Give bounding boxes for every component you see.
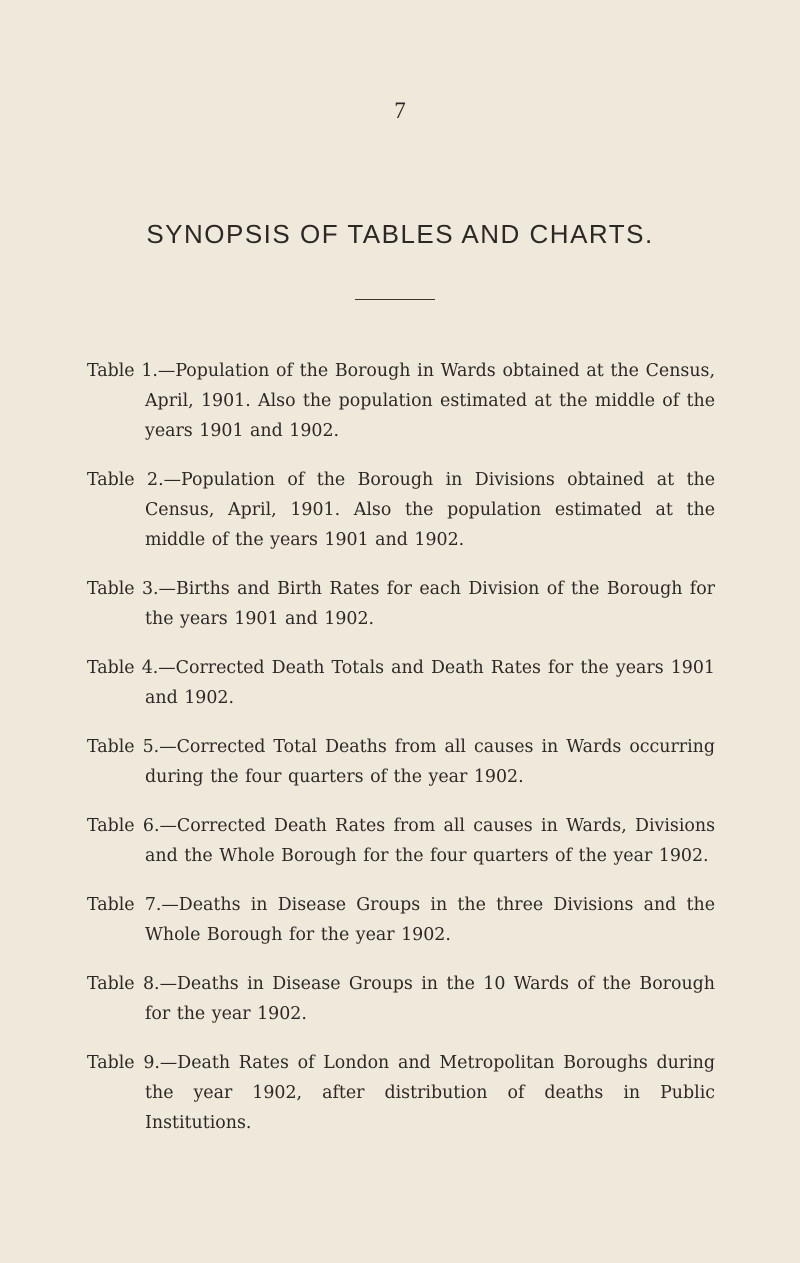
table-entry-7: Table 7.—Deaths in Disease Groups in the three Divisions and the Whole Borough for the year 1902. xyxy=(87,895,715,945)
table-entry-4: Table 4.—Corrected Death Totals and Death Rates for the years 1901 and 1902. xyxy=(87,658,715,708)
table-entry-2: Table 2.—Population of the Borough in Divisions obtained at the Census, April, 1901. Also the population estimated at the middle of the years 1901 and 1902. xyxy=(87,470,715,550)
page-number: 7 xyxy=(394,98,406,123)
table-entry-3: Table 3.—Births and Birth Rates for each Division of the Borough for the years 1901 and 1902. xyxy=(87,579,715,629)
table-entry-6: Table 6.—Corrected Death Rates from all causes in Wards, Divisions and the Whole Borough for the four quarters of the year 1902. xyxy=(87,816,715,866)
title-divider xyxy=(355,299,435,300)
page-title: SYNOPSIS OF TABLES AND CHARTS. xyxy=(146,219,654,249)
table-entry-1: Table 1.—Population of the Borough in Wards obtained at the Census, April, 1901. Also the population estimated at the middle of the years 1901 and 1902. xyxy=(87,361,715,441)
table-list xyxy=(87,356,715,1157)
table-entry-9: Table 9.—Death Rates of London and Metropolitan Boroughs during the year 1902, after distribution of deaths in Public Institutions. xyxy=(87,1053,715,1133)
table-entry-8: Table 8.—Deaths in Disease Groups in the 10 Wards of the Borough for the year 1902. xyxy=(87,974,715,1024)
table-entry-5: Table 5.—Corrected Total Deaths from all causes in Wards occurring during the four quarters of the year 1902. xyxy=(87,737,715,787)
